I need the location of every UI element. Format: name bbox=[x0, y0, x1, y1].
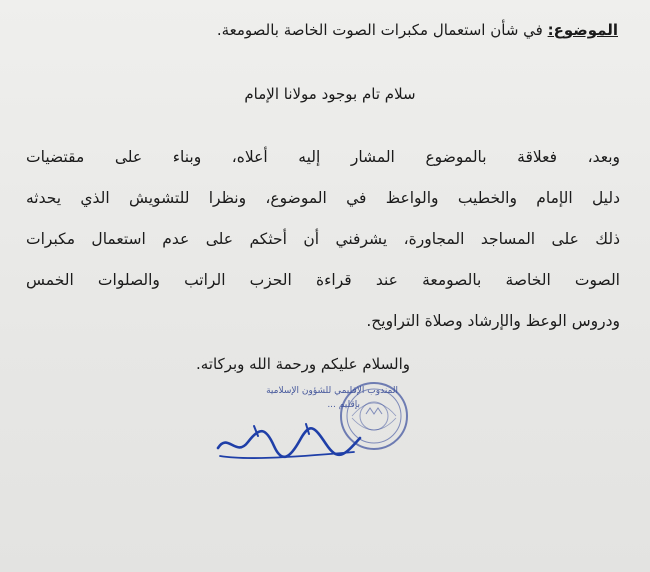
body-line: وبعد، فعلاقة بالموضوع المشار إليه أعلاه، وبناء على مقتضيات bbox=[26, 148, 620, 166]
subject-line bbox=[200, 18, 618, 42]
round-seal-icon bbox=[338, 380, 410, 452]
stamp-title: المندوب الإقليمي للشؤون الإسلامية bbox=[266, 386, 398, 396]
closing-salutation: والسلام عليكم ورحمة الله وبركاته. bbox=[196, 355, 410, 373]
stamp-subtitle: بإقليم ... bbox=[327, 400, 360, 410]
subject-label: الموضوع: bbox=[547, 21, 618, 39]
greeting: سلام تام بوجود مولانا الإمام bbox=[244, 85, 416, 103]
letter-body bbox=[26, 137, 620, 342]
body-line: ودروس الوعظ والإرشاد وصلاة التراويح. bbox=[366, 312, 620, 330]
subject-text: في شأن استعمال مكبرات الصوت الخاصة بالصومعة. bbox=[216, 21, 548, 39]
body-line: ذلك على المساجد المجاورة، يشرفني أن أحثكم على عدم استعمال مكبرات bbox=[26, 230, 620, 248]
body-line: الصوت الخاصة بالصومعة عند قراءة الحزب الراتب والصلوات الخمس bbox=[26, 271, 620, 289]
body-line: دليل الإمام والخطيب والواعظ في الموضوع، ونظرا للتشويش الذي يحدثه bbox=[26, 189, 620, 207]
